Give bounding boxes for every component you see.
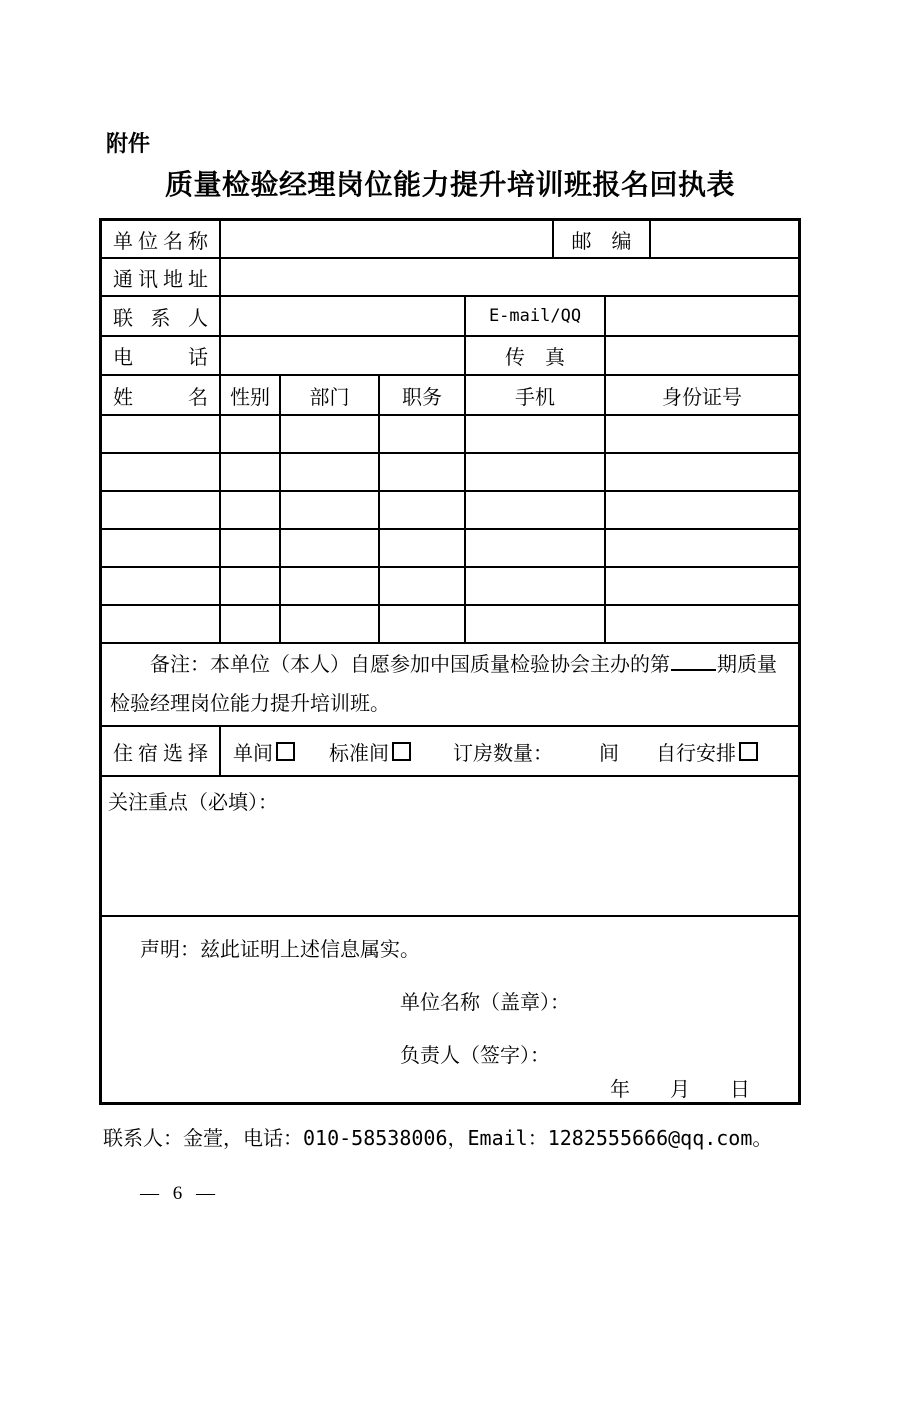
id-number-cell [606,606,798,644]
remark-text-after: 期质量检验经理岗位能力提升培训班。 [110,654,777,715]
self-arrange-checkbox [739,742,758,761]
single-room-checkbox [276,742,295,761]
remark-row [102,644,798,727]
contact-person-label: 联系人 [113,307,208,330]
focus-label: 关注重点（必填）： [108,792,278,814]
personnel-blank-row [102,492,798,530]
personnel-blank-row [102,606,798,644]
remark-cell [102,644,798,727]
name-cell [102,492,221,530]
lodging-row [102,727,798,777]
personnel-blank-row [102,568,798,606]
position-cell [380,568,466,606]
lodging-label-cell [102,727,221,777]
personnel-blank-row [102,454,798,492]
standard-room-label: 标准间 [329,742,389,765]
single-room-label: 单间 [233,742,273,765]
position-cell [380,454,466,492]
phone-row [102,337,798,376]
mobile-header: 手机 [515,386,555,409]
name-header: 姓名 [113,386,208,409]
blank-underline [671,655,716,671]
unit-name-label-cell [102,221,221,259]
email-qq-input-cell [606,297,798,337]
fax-input-cell [606,337,798,376]
mobile-cell [466,530,606,568]
department-cell [281,454,380,492]
postal-code-label: 邮 编 [571,230,632,253]
org-seal-line: 单位名称（盖章）： [400,992,570,1014]
unit-name-label: 单位名称 [113,230,208,253]
gender-header: 性别 [230,386,270,409]
id-number-cell [606,568,798,606]
fax-label-cell [466,337,606,376]
postal-code-input-cell [651,221,798,259]
mailing-address-row [102,259,798,297]
date-line: 年 月 日 [610,1079,750,1101]
phone-label: 电话 [113,347,208,369]
position-header: 职务 [402,386,442,409]
name-header-cell [102,376,221,416]
name-cell [102,530,221,568]
position-cell [380,492,466,530]
mobile-cell [466,416,606,454]
self-arrange-option [656,737,758,766]
email-qq-label: E-mail/QQ [488,306,582,326]
standard-room-checkbox [392,742,411,761]
department-cell [281,530,380,568]
gender-cell [221,492,281,530]
self-arrange-label: 自行安排 [656,742,736,765]
declaration-statement: 声明：兹此证明上述信息属实。 [140,939,420,961]
id-number-cell [606,454,798,492]
department-header: 部门 [309,386,350,409]
signer-line: 负责人（签字）： [400,1045,550,1067]
personnel-header-row [102,376,798,416]
id-number-cell [606,530,798,568]
mailing-address-input-cell [221,259,798,297]
unit-name-input-cell [221,221,554,259]
department-header-cell [281,376,380,416]
gender-header-cell [221,376,281,416]
focus-row [102,777,798,917]
mobile-cell [466,568,606,606]
footer-contact: 联系人：金萱，电话：010-58538006，Email：1282555666@qq.com。 [103,1126,773,1150]
declaration-cell [102,917,798,1102]
department-cell [281,492,380,530]
mobile-cell [466,454,606,492]
name-cell [102,606,221,644]
mailing-address-label-cell [102,259,221,297]
department-cell [281,606,380,644]
name-cell [102,416,221,454]
postal-code-label-cell [554,221,651,259]
mobile-header-cell [466,376,606,416]
id-number-cell [606,416,798,454]
position-header-cell [380,376,466,416]
focus-input-area [102,777,798,917]
position-cell [380,606,466,644]
page [0,131,900,1404]
id-number-header-cell [606,376,798,416]
fax-label: 传 真 [505,347,565,369]
department-cell [281,568,380,606]
contact-person-input-cell [221,297,466,337]
declaration-row [102,917,798,1102]
gender-cell [221,454,281,492]
single-room-option [233,737,295,766]
mailing-address-label: 通讯地址 [113,268,208,291]
mobile-cell [466,606,606,644]
page-number: — 6 — [140,1183,215,1204]
contact-person-row [102,297,798,337]
booking-quantity-label: 订房数量： [453,742,553,765]
lodging-options-cell [221,727,798,777]
position-cell [380,530,466,568]
contact-person-label-cell [102,297,221,337]
gender-cell [221,530,281,568]
phone-input-cell [221,337,466,376]
id-number-cell [606,492,798,530]
form-title: 质量检验经理岗位能力提升培训班报名回执表 [164,170,735,201]
personnel-blank-row [102,416,798,454]
name-cell [102,454,221,492]
registration-table [99,218,801,1105]
remark-text-before: 备注：本单位（本人）自愿参加中国质量检验协会主办的第 [150,654,670,676]
name-cell [102,568,221,606]
gender-cell [221,416,281,454]
mobile-cell [466,492,606,530]
gender-cell [221,568,281,606]
id-number-header: 身份证号 [662,386,742,409]
email-qq-label-cell [466,297,606,337]
department-cell [281,416,380,454]
attachment-label: 附件 [106,131,151,156]
phone-label-cell [102,337,221,376]
position-cell [380,416,466,454]
unit-name-row [102,221,798,259]
lodging-label: 住宿选择 [113,742,208,765]
gender-cell [221,606,281,644]
remark-text [110,646,790,724]
quantity-unit-label: 间 [599,742,619,765]
standard-room-option [329,737,411,766]
personnel-blank-row [102,530,798,568]
